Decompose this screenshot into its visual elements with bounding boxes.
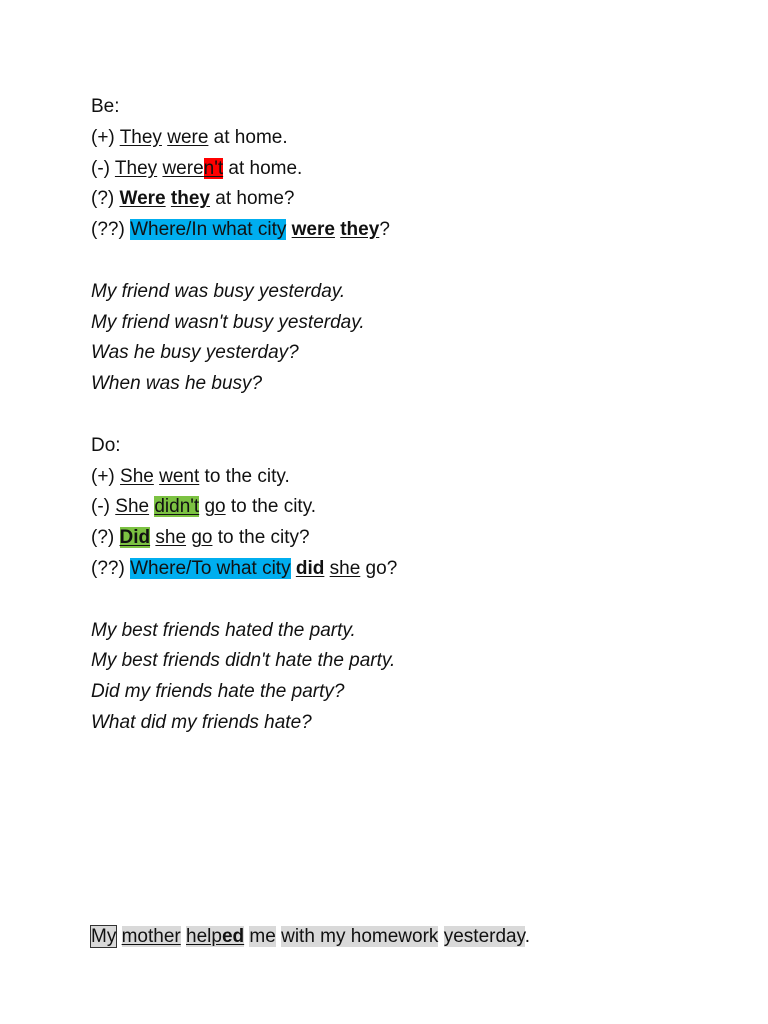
- verb: go: [191, 527, 213, 549]
- prefix: (+): [91, 465, 121, 487]
- period: .: [524, 926, 530, 947]
- subject: They: [114, 157, 158, 179]
- verb: went: [159, 465, 200, 487]
- verb: were: [167, 126, 209, 148]
- word-verb: [186, 926, 244, 947]
- subject: they: [170, 188, 210, 210]
- be-heading: Be:: [91, 96, 120, 117]
- prefix: (?): [91, 188, 120, 210]
- word-object: me: [249, 926, 276, 947]
- auxiliary-highlight: didn't: [154, 496, 200, 518]
- subject: they: [340, 219, 380, 241]
- word-phrase: with my homework: [281, 926, 439, 947]
- wh-highlight: Where/In what city: [130, 219, 287, 241]
- be-positive-line: [91, 123, 711, 154]
- rest: at home.: [208, 126, 288, 148]
- be-question-line: [91, 184, 711, 215]
- rest: go?: [360, 557, 398, 579]
- be-wh-question-line: [91, 215, 711, 246]
- prefix: (-): [91, 496, 116, 518]
- do-heading: Do:: [91, 434, 121, 456]
- verb: Were: [119, 188, 166, 210]
- subject: She: [120, 465, 154, 487]
- blank-line: [91, 585, 711, 616]
- prefix: (??): [91, 219, 131, 241]
- verb-stem: help: [186, 926, 222, 947]
- rest: at home?: [209, 188, 295, 210]
- rest: ?: [379, 219, 390, 241]
- be-negative-line: [91, 154, 711, 185]
- verb: go: [204, 496, 226, 518]
- document-page: [91, 92, 711, 739]
- verb: were: [162, 157, 204, 179]
- do-example: My best friends hated the party.: [91, 619, 356, 641]
- be-example: My friend was busy yesterday.: [91, 280, 346, 302]
- do-example: My best friends didn't hate the party.: [91, 650, 396, 672]
- word-time: yesterday: [443, 926, 525, 947]
- auxiliary-highlight: Did: [119, 527, 151, 549]
- prefix: (??): [91, 557, 131, 579]
- blank-line: [91, 400, 711, 431]
- do-example: Did my friends hate the party?: [91, 681, 345, 703]
- prefix: (+): [91, 126, 120, 148]
- prefix: (?): [91, 527, 120, 549]
- rest: to the city?: [212, 527, 310, 549]
- rest: at home.: [223, 157, 303, 179]
- rest: to the city.: [225, 496, 317, 518]
- do-question-line: [91, 523, 711, 554]
- subject: She: [115, 496, 150, 518]
- prefix: (-): [91, 157, 115, 179]
- do-negative-line: [91, 492, 711, 523]
- subject: They: [119, 126, 162, 148]
- do-positive-line: [91, 462, 711, 493]
- analysed-sentence: [91, 922, 530, 953]
- be-example: When was he busy?: [91, 373, 263, 395]
- blank-line: [91, 246, 711, 277]
- be-example: My friend wasn't busy yesterday.: [91, 311, 365, 333]
- word-subject-box: My: [91, 926, 117, 947]
- auxiliary: did: [295, 557, 325, 579]
- verb-ending: ed: [221, 926, 245, 947]
- do-example: What did my friends hate?: [91, 711, 312, 733]
- rest: to the city.: [199, 465, 290, 487]
- verb: were: [291, 219, 335, 241]
- word-noun: mother: [121, 926, 181, 947]
- wh-highlight: Where/To what city: [130, 557, 291, 579]
- do-wh-question-line: [91, 554, 711, 585]
- negation-highlight: n't: [203, 157, 224, 179]
- subject: she: [155, 527, 187, 549]
- be-example: Was he busy yesterday?: [91, 342, 299, 364]
- subject: she: [329, 557, 361, 579]
